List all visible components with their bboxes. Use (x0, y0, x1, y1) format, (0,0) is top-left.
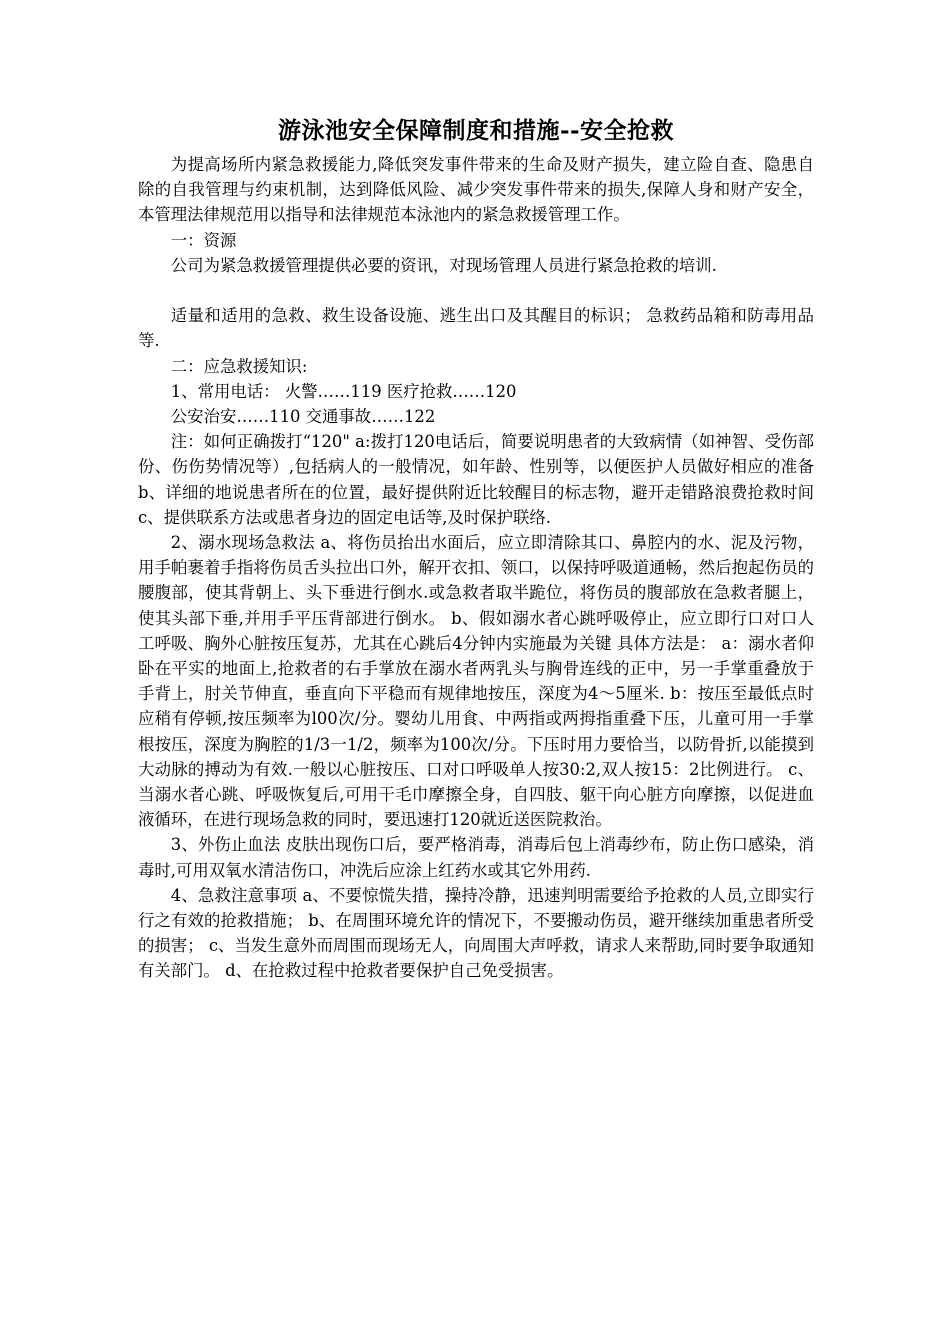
phone-numbers-line-2: 公安治安……110 交通事故……122 (170, 407, 436, 427)
blank-line (138, 278, 814, 303)
resources-paragraph: 公司为紧急救援管理提供必要的资讯，对现场管理人员进行紧急抢救的培训. (170, 255, 717, 275)
intro-paragraph: 为提高场所内紧急救援能力,降低突发事件带来的生命及财产损失，建立险自查、隐患自除的自我管理与约束机制，达到降低风险、减少突发事件带来的损失,保障人身和财产安全，本管理法律规范用以指导和法律规范本泳池内的紧急救援管理工作。 (138, 155, 814, 225)
section-heading-resources: 一：资源 (170, 230, 237, 250)
document-page (138, 112, 814, 984)
call-120-note: 注：如何正确拨打“120" a:拨打120电话后，简要说明患者的大致病情（如神智、受伤部份、伤伤势情况等）,包括病人的一般情况，如年龄、性别等，以便医护人员做好相应的准备 b、详细的地说患者所在的位置，最好提供附近比较醒目的标志物，避开走错路浪费抢救时间 c、提供联系方法或患者身边的固定电话等,及时保护联络. (138, 432, 814, 527)
drowning-first-aid-paragraph: 2、溺水现场急救法 a、将伤员抬出水面后，应立即清除其口、鼻腔内的水、泥及污物，用手帕裹着手指将伤员舌头拉出口外，解开衣扣、领口，以保持呼吸道通畅，然后抱起伤员的腰腹部，使其背朝上、头下垂进行倒水.或急救者取半跪位，将伤员的腹部放在急救者腿上，使其头部下垂,并用手平压背部进行倒水。 b、假如溺水者心跳呼吸停止，应立即行口对口人工呼吸、胸外心脏按压复苏，尤其在心跳后4分钟内实施最为关键 具体方法是： a：溺水者仰卧在平实的地面上,抢救者的右手掌放在溺水者两乳头与胸骨连线的正中，另一手掌重叠放于手背上，肘关节伸直，垂直向下平稳而有规律地按压，深度为4～5厘米. b：按压至最低点时应稍有停顿,按压频率为l00次/分。婴幼儿用食、中两指或两拇指重叠下压，儿童可用一手掌根按压，深度为胸腔的1/3一1/2，频率为100次/分。下压时用力要恰当，以防骨折,以能摸到大动脉的搏动为有效.一般以心脏按压、口对口呼吸单人按30:2,双人按15：2比例进行。 c、当溺水者心跳、呼吸恢复后,可用干毛巾摩擦全身，自四肢、躯干向心脏方向摩擦，以促进血液循环，在进行现场急救的同时，要迅速打120就近送医院救治。 (138, 533, 814, 830)
equipment-paragraph: 适量和适用的急救、救生设备设施、逃生出口及其醒目的标识； 急救药品箱和防毒用品等. (138, 306, 814, 351)
section-heading-knowledge: 二：应急救援知识: (170, 356, 308, 376)
first-aid-precautions-paragraph: 4、急救注意事项 a、不要惊慌失措，操持冷静，迅速判明需要给予抢救的人员,立即实行行之有效的抢救措施； b、在周围环境允许的情况下，不要搬动伤员，避开继续加重患者所受的损害； c、当发生意外而周围而现场无人，向周围大声呼救，请求人来帮助,同时要争取通知有关部门。 d、在抢救过程中抢救者要保护自己免受损害。 (138, 885, 814, 981)
bleeding-first-aid-paragraph: 3、外伤止血法 皮肤出现伤口后，要严格消毒，消毒后包上消毒纱布，防止伤口感染，消毒时,可用双氧水清洁伤口，冲洗后应涂上红药水或其它外用药. (138, 835, 814, 880)
phone-numbers-line-1: 1、常用电话： 火警……119 医疗抢救……120 (170, 381, 517, 401)
document-title: 游泳池安全保障制度和措施--安全抢救 (277, 117, 675, 144)
